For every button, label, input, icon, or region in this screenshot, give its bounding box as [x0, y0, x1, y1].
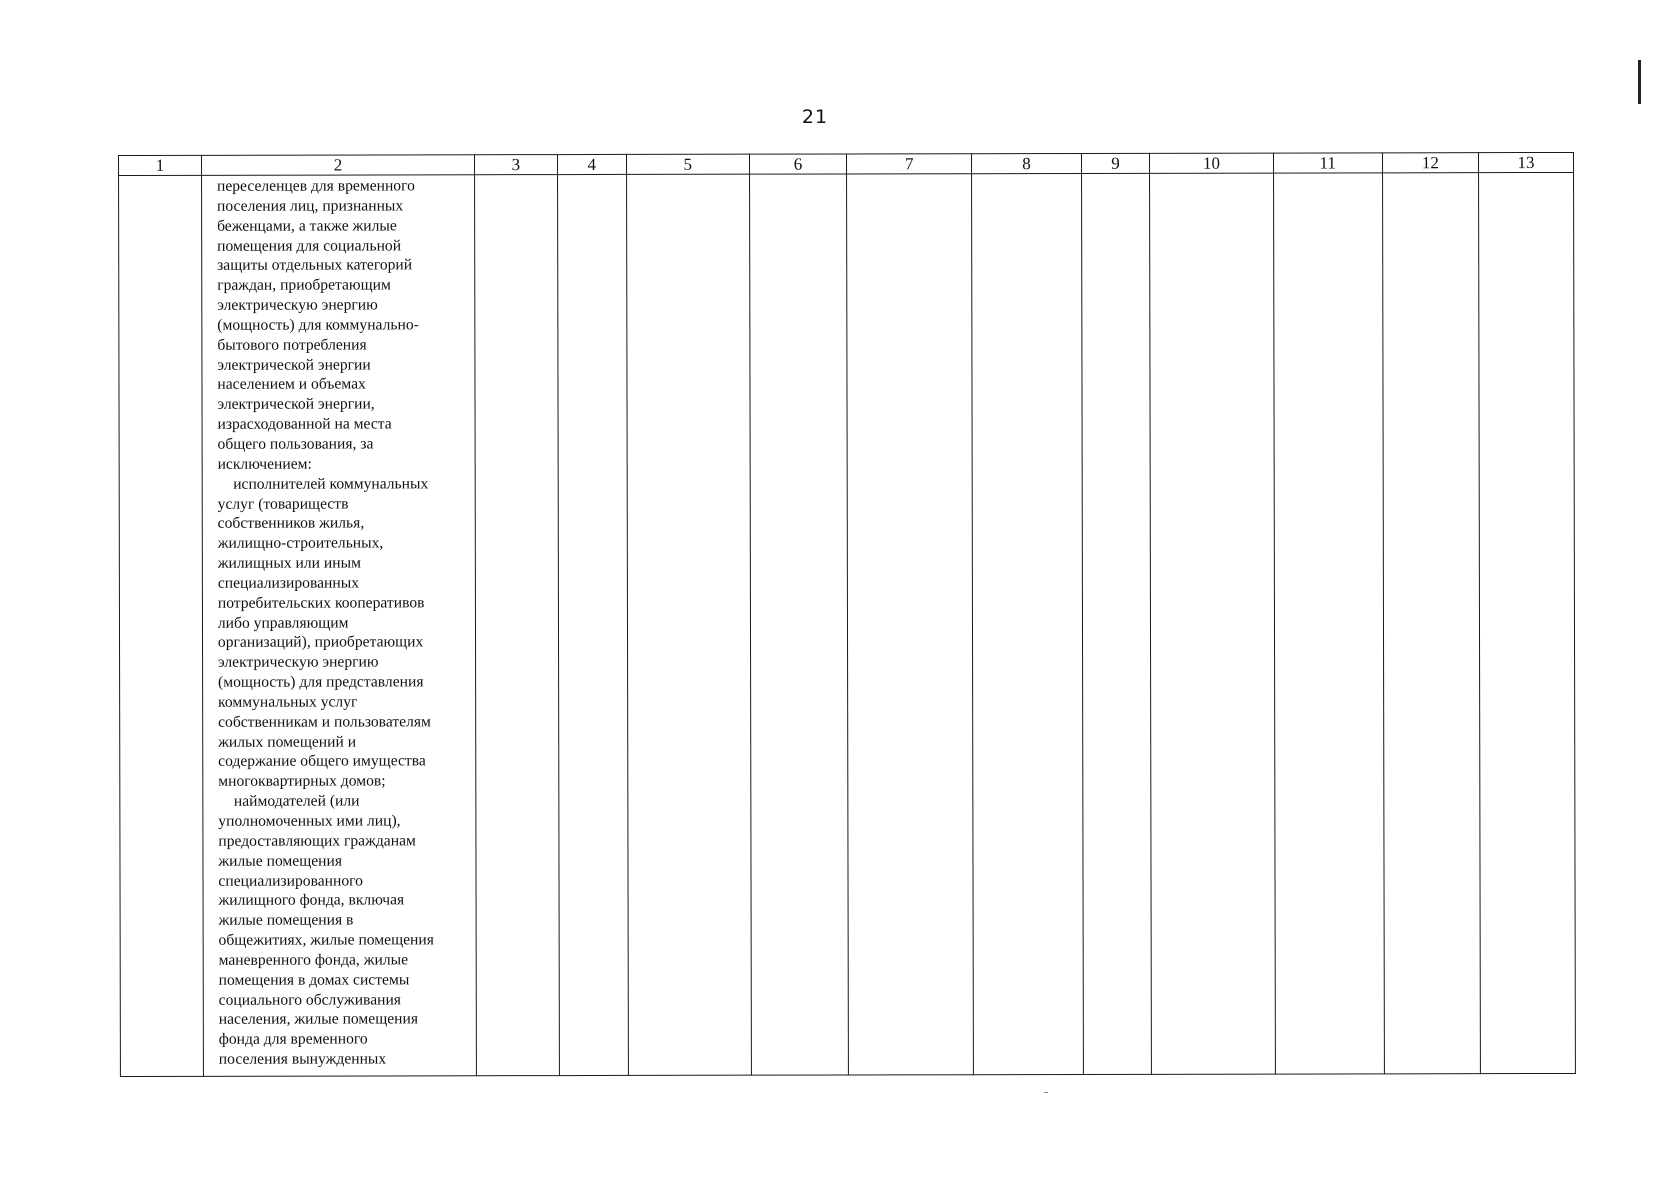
margin-mark	[1638, 60, 1641, 104]
description-line: электрической энергии	[217, 356, 371, 374]
description-line: организаций), приобретающих	[217, 633, 424, 652]
column-header-1: 1	[119, 155, 202, 175]
description-line: защиты отдельных категорий	[217, 256, 413, 275]
description-line: содержание общего имущества	[218, 752, 426, 771]
cell-col-9	[1081, 173, 1152, 1074]
description-line: специализированных	[217, 574, 360, 592]
column-header-13: 13	[1478, 152, 1573, 172]
cell-col-3	[474, 175, 559, 1076]
cell-col-5	[626, 174, 751, 1075]
description-line: переселенцев для временного	[216, 177, 415, 195]
description-line: специализированного	[218, 872, 363, 890]
table-row	[119, 172, 1576, 1076]
column-header-2: 2	[201, 155, 474, 176]
description-line: маневренного фонда, жилые	[218, 951, 409, 969]
description-line: жилищного фонда, включая	[218, 891, 405, 910]
description-line: бытового потребления	[217, 336, 367, 354]
description-line: услуг (товариществ	[217, 495, 349, 513]
column-header-6: 6	[749, 154, 846, 174]
description-line: помещения в домах системы	[218, 971, 410, 989]
cell-col-7	[847, 174, 974, 1075]
description-line: исполнителей коммунальных	[217, 475, 429, 493]
description-line: (мощность) для коммунально-	[217, 316, 419, 334]
description-line: граждан, приобретающим	[217, 276, 391, 295]
column-header-4: 4	[557, 154, 626, 174]
scan-mark	[1044, 1092, 1048, 1093]
description-line: населением и объемах	[217, 375, 366, 394]
description-line: жилые помещения	[218, 852, 343, 870]
description-line: либо управляющим	[217, 614, 349, 632]
cell-col-1	[119, 175, 204, 1076]
description-line: общего пользования, за	[217, 435, 374, 453]
description-line: населения, жилые помещения	[218, 1010, 419, 1029]
description-line: поселения вынужденных	[218, 1050, 387, 1068]
cell-col-8	[972, 173, 1083, 1074]
description-line: коммунальных услуг	[218, 693, 358, 711]
description-line: общежитиях, жилые помещения	[218, 931, 434, 949]
column-header-11: 11	[1273, 153, 1382, 173]
description-line: социального обслуживания	[218, 991, 401, 1009]
description-line: уполномоченных ими лиц),	[218, 812, 401, 830]
description-line: многоквартирных домов;	[218, 772, 386, 791]
cell-col-10	[1150, 173, 1275, 1074]
description-line: электрическую энергию	[217, 296, 378, 314]
description-line: жилые помещения в	[218, 911, 354, 930]
description-line: израсходованной на места	[217, 415, 392, 433]
cell-col-13	[1478, 172, 1575, 1073]
cell-col-4	[557, 174, 628, 1075]
description-line: потребительских кооперативов	[217, 594, 425, 612]
description-line: жилых помещений и	[218, 733, 357, 751]
cell-col-12	[1382, 173, 1480, 1074]
description-line: предоставляющих гражданам	[218, 832, 416, 850]
column-header-7: 7	[846, 154, 971, 174]
description-line: электрическую энергию	[217, 653, 379, 672]
description-line: беженцами, а также жилые	[217, 217, 397, 235]
description-line: жилищно-строительных,	[217, 534, 384, 552]
description-line: электрической энергии,	[217, 395, 375, 414]
cell-col-6	[749, 174, 848, 1075]
column-header-12: 12	[1382, 153, 1478, 173]
column-header-8: 8	[972, 153, 1081, 173]
data-table	[118, 152, 1576, 1077]
description-line: жилищных или иным	[217, 554, 361, 572]
description-line: собственникам и пользователям	[218, 713, 431, 731]
description-cell	[201, 175, 476, 1077]
description-line: исключением:	[217, 455, 312, 473]
column-header-5: 5	[626, 154, 749, 174]
cell-col-11	[1273, 173, 1384, 1074]
description-line: собственников жилья,	[217, 514, 365, 533]
column-header-9: 9	[1081, 153, 1150, 173]
description-line: наймодателей (или	[218, 792, 360, 810]
description-line: (мощность) для представления	[217, 673, 424, 691]
description-line: фонда для временного	[218, 1030, 368, 1049]
description-text	[217, 176, 474, 1070]
page-number: 21	[801, 106, 829, 128]
column-header-3: 3	[474, 155, 557, 175]
column-header-10: 10	[1150, 153, 1273, 173]
description-line: помещения для социальной	[217, 236, 402, 255]
description-line: поселения лиц, признанных	[216, 197, 404, 215]
